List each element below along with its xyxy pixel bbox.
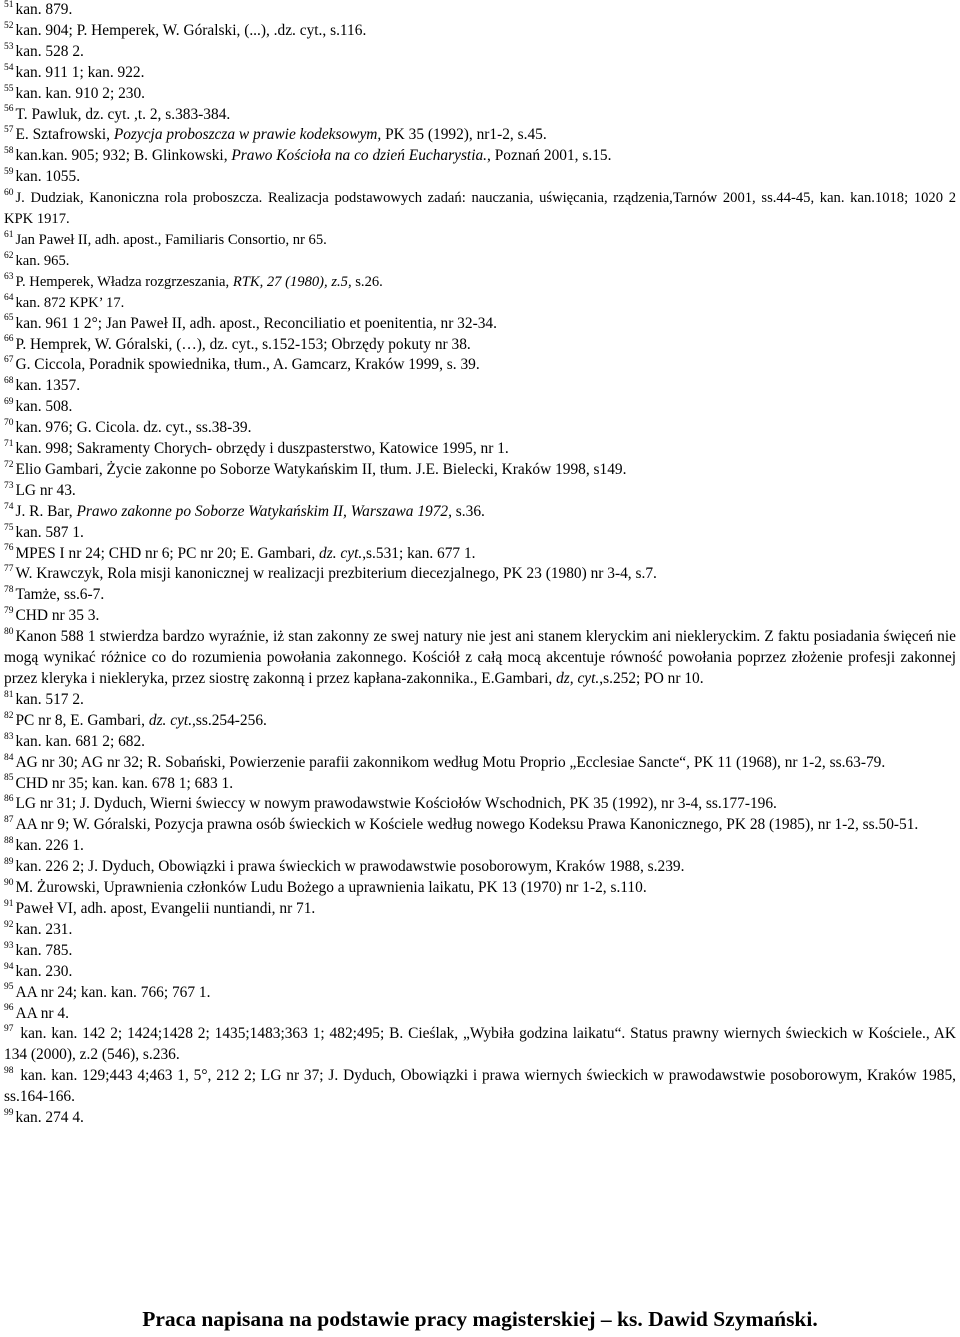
footnote-98	[4, 1066, 956, 1108]
footnote-text: AA nr 4.	[15, 1004, 69, 1022]
footnote-52	[4, 21, 956, 42]
footnote-number: 91	[4, 898, 14, 909]
footnote-text: E. Sztafrowski,	[15, 126, 114, 144]
footnote-text: J. Dudziak, Kanoniczna rola proboszcza. Realizacja podstawowych zadań: nauczania, uświęcania, rządzenia,Tarnów 2001, ss.44-45, kan. kan.1018; 1020 2 KPK 1917.	[4, 190, 956, 228]
footnote-number: 97	[4, 1024, 14, 1035]
footnote-61	[4, 230, 956, 251]
footnote-number: 60	[4, 188, 14, 199]
footnote-59	[4, 167, 956, 188]
footnote-number: 58	[4, 146, 14, 157]
footnote-56	[4, 105, 956, 126]
footnote-number: 78	[4, 585, 14, 596]
footnote-number: 72	[4, 459, 14, 470]
footnote-text: kan.kan. 905; 932; B. Glinkowski,	[15, 147, 232, 165]
footnote-58	[4, 146, 956, 167]
footnote-54	[4, 63, 956, 84]
footnote-92	[4, 920, 956, 941]
footnote-text: ,s.531; kan. 677 1.	[362, 544, 476, 562]
footnote-number: 69	[4, 397, 14, 408]
footnote-number: 89	[4, 857, 14, 868]
footnote-number: 84	[4, 752, 14, 763]
footnote-94	[4, 962, 956, 983]
footnote-99	[4, 1108, 956, 1129]
footnote-text: kan. 998; Sakramenty Chorych- obrzędy i duszpasterstwo, Katowice 1995, nr 1.	[15, 440, 509, 458]
footnote-87	[4, 815, 956, 836]
footnote-text: M. Żurowski, Uprawnienia członków Ludu Bożego a uprawnienia laikatu, PK 13 (1970) nr 1-2, s.110.	[15, 879, 647, 897]
footnote-number: 85	[4, 773, 14, 784]
footnote-57	[4, 125, 956, 146]
footnote-text: kan. 226 1.	[15, 837, 84, 855]
footnote-number: 96	[4, 1003, 14, 1014]
footnote-number: 74	[4, 501, 14, 512]
footnote-number: 86	[4, 794, 14, 805]
footnote-text: kan. kan. 681 2; 682.	[15, 732, 146, 750]
footnote-number: 59	[4, 167, 14, 178]
footnote-76	[4, 544, 956, 565]
footnote-text: kan. 230.	[15, 962, 73, 980]
footnote-68	[4, 376, 956, 397]
footnote-number: 77	[4, 564, 14, 575]
footnote-70	[4, 418, 956, 439]
footnote-55	[4, 84, 956, 105]
footnote-number: 87	[4, 815, 14, 826]
footnote-text: LG nr 31; J. Dyduch, Wierni świeccy w nowym prawodawstwie Kościołów Wschodnich, PK 35 (1992), nr 3-4, ss.177-196.	[15, 795, 777, 813]
footnote-number: 53	[4, 41, 14, 52]
footnote-text: AA nr 24; kan. kan. 766; 767 1.	[15, 983, 211, 1001]
footnote-number: 81	[4, 689, 14, 700]
footnote-text: T. Pawluk, dz. cyt. ,t. 2, s.383-384.	[15, 105, 231, 123]
footnote-90	[4, 878, 956, 899]
footnote-number: 75	[4, 522, 14, 533]
footnote-86	[4, 794, 956, 815]
footnote-text: kan. 879.	[15, 1, 73, 18]
footnote-number: 63	[4, 271, 14, 282]
footnote-73	[4, 481, 956, 502]
footnote-85	[4, 774, 956, 795]
footnote-number: 57	[4, 125, 14, 136]
footnote-text: W. Krawczyk, Rola misji kanonicznej w realizacji prezbiterium diecezjalnego, PK 23 (1980) nr 3-4, s.7.	[15, 565, 657, 583]
footnote-text: Tamże, ss.6-7.	[15, 586, 105, 604]
footnote-text: kan. 911 1; kan. 922.	[15, 63, 145, 81]
footnote-text: kan. 872 KPK’ 17.	[15, 294, 125, 311]
footnote-text: LG nr 43.	[15, 481, 76, 499]
footnote-number: 54	[4, 62, 14, 73]
footnote-text: kan. 1357.	[15, 377, 81, 395]
footnote-89	[4, 857, 956, 878]
footnote-text: CHD nr 35 3.	[15, 607, 100, 625]
footnote-text: kan. 274 4.	[15, 1109, 84, 1127]
footnote-number: 76	[4, 543, 14, 554]
footnote-text: kan. 976; G. Cicola. dz. cyt., ss.38-39.	[15, 419, 252, 437]
footnote-83	[4, 732, 956, 753]
footnote-74	[4, 502, 956, 523]
footnote-italic-text: dz. cyt.	[148, 711, 193, 729]
footnote-88	[4, 836, 956, 857]
footnote-text: kan. 528 2.	[15, 42, 84, 60]
footnote-97	[4, 1024, 956, 1066]
footnote-75	[4, 523, 956, 544]
footnote-number: 64	[4, 292, 14, 303]
page-footer: Praca napisana na podstawie pracy magisterskiej – ks. Dawid Szymański.	[142, 1307, 818, 1331]
footnote-81	[4, 690, 956, 711]
footnote-93	[4, 941, 956, 962]
footnote-text: Jan Paweł II, adh. apost., Familiaris Consortio, nr 65.	[15, 231, 327, 248]
footnote-text: ,ss.254-256.	[192, 711, 267, 729]
footnote-text: kan. 904; P. Hemperek, W. Góralski, (...), .dz. cyt., s.116.	[15, 21, 367, 39]
footnote-64	[4, 293, 956, 314]
footnote-text: kan. 226 2; J. Dyduch, Obowiązki i prawa świeckich w prawodawstwie posoborowym, Kraków 1988, s.239.	[15, 858, 685, 876]
footnote-51	[4, 0, 956, 21]
footnote-text: kan. kan. 129;443 4;463 1, 5°, 212 2; LG nr 37; J. Dyduch, Obowiązki i prawa wiernych świeckich w prawodawstwie posoborowym, Kraków 1985, ss.164-166.	[4, 1067, 956, 1106]
footnote-text: s.26.	[351, 273, 383, 290]
footnote-65	[4, 314, 956, 335]
footnote-text: kan. kan. 142 2; 1424;1428 2; 1435;1483;363 1; 482;495; B. Cieślak, „Wybiła godzina laikatu“. Status prawny wiernych świeckich w Kościele., AK 134 (2000), z.2 (546), s.236.	[4, 1025, 956, 1064]
footnote-text: PC nr 8, E. Gambari,	[15, 711, 149, 729]
footnote-text: Elio Gambari, Życie zakonne po Soborze Watykańskim II, tłum. J.E. Bielecki, Kraków 1998, s149.	[15, 460, 627, 478]
footnote-number: 61	[4, 230, 14, 241]
footnote-text: AA nr 9; W. Góralski, Pozycja prawna osób świeckich w Kościele według nowego Kodeksu Prawa Kanonicznego, PK 28 (1985), nr 1-2, ss.50-51.	[15, 816, 919, 834]
footnote-number: 56	[4, 104, 14, 115]
footnote-italic-text: Pozycja proboszcza w prawie kodeksowym,	[113, 126, 382, 144]
footnote-text: kan. 961 1 2°; Jan Paweł II, adh. apost., Reconciliatio et poenitentia, nr 32-34.	[15, 314, 497, 332]
footnote-66	[4, 335, 956, 356]
footnote-number: 51	[4, 0, 14, 10]
footnote-text: PK 35 (1992), nr1-2, s.45.	[381, 126, 547, 144]
footnote-80	[4, 627, 956, 690]
footnote-text: J. R. Bar,	[15, 502, 77, 520]
footnote-number: 88	[4, 836, 14, 847]
footnote-text: kan. 785.	[15, 941, 73, 959]
footnote-71	[4, 439, 956, 460]
footnote-text: Paweł VI, adh. apost, Evangelii nuntiandi, nr 71.	[15, 899, 316, 917]
footnote-text: G. Ciccola, Poradnik spowiednika, tłum., A. Gamcarz, Kraków 1999, s. 39.	[15, 356, 480, 374]
footnote-number: 90	[4, 877, 14, 888]
footnote-number: 70	[4, 418, 14, 428]
footnote-italic-text: dz, cyt.	[556, 670, 600, 687]
footnote-number: 98	[4, 1066, 14, 1077]
footnote-text: ,s.252; PO nr 10.	[599, 670, 704, 687]
footnote-63	[4, 272, 956, 293]
footnote-number: 73	[4, 480, 14, 491]
footnote-84	[4, 753, 956, 774]
footnote-number: 83	[4, 731, 14, 742]
footnote-text: CHD nr 35; kan. kan. 678 1; 683 1.	[15, 774, 234, 792]
footnote-69	[4, 397, 956, 418]
footnote-number: 55	[4, 83, 14, 94]
footnote-italic-text: Prawo zakonne po Soborze Watykańskim II, Warszawa 1972,	[76, 502, 452, 520]
footnote-number: 79	[4, 606, 14, 617]
footnote-text: kan. 1055.	[15, 168, 81, 186]
footnote-text: kan. 508.	[15, 398, 73, 416]
footnote-text: s.36.	[451, 502, 485, 520]
footnote-77	[4, 564, 956, 585]
footnote-number: 94	[4, 961, 14, 972]
footnote-82	[4, 711, 956, 732]
footnote-italic-text: Prawo Kościoła na co dzień Eucharystia.	[231, 147, 488, 165]
footnote-78	[4, 585, 956, 606]
footnote-number: 95	[4, 982, 14, 993]
footnote-number: 62	[4, 251, 14, 262]
footnote-text: kan. 231.	[15, 920, 73, 938]
footnote-number: 65	[4, 313, 14, 324]
footnote-53	[4, 42, 956, 63]
footnote-95	[4, 983, 956, 1004]
footnote-number: 52	[4, 20, 14, 31]
footnote-text: AG nr 30; AG nr 32; R. Sobański, Powierzenie parafii zakonnikom według Motu Proprio „Ecclesiae Sancte“, PK 11 (1968), nr 1-2, ss.63-79.	[15, 753, 886, 771]
footnote-62	[4, 251, 956, 272]
footnote-text: kan. 517 2.	[15, 690, 84, 708]
footnote-number: 67	[4, 355, 14, 366]
footnote-text: MPES I nr 24; CHD nr 6; PC nr 20; E. Gambari,	[15, 544, 320, 562]
footnote-60	[4, 188, 956, 230]
footnote-91	[4, 899, 956, 920]
footnote-96	[4, 1004, 956, 1025]
footnote-text: kan. 965.	[15, 252, 70, 269]
footnote-number: 80	[4, 627, 14, 638]
footnote-text: Kanon 588 1 stwierdza bardzo wyraźnie, iż stan zakonny ze swej natury nie jest ani stanem kleryckim ani niekleryckim. Z faktu posiadania święceń nie mogą wynikać różnice co do rozumienia powołania zakonnego. Kościół z całą mocą akcentuje równość powołania poprzez złożenie profesji zakonnej przez kleryka i niekleryka, przez siostrę zakonną i przez kapłana-zakonnika., E.Gambari,	[4, 628, 956, 687]
footnote-number: 82	[4, 710, 14, 721]
footnotes-list	[4, 0, 956, 1129]
footnote-text: P. Hemperek, Władza rozgrzeszania,	[15, 273, 233, 290]
footnote-text: P. Hemprek, W. Góralski, (…), dz. cyt., s.152-153; Obrzędy pokuty nr 38.	[15, 335, 471, 353]
footnote-number: 92	[4, 919, 14, 930]
footnote-67	[4, 355, 956, 376]
footnote-number: 71	[4, 438, 14, 449]
footnote-number: 66	[4, 334, 14, 345]
footnote-text: kan. kan. 910 2; 230.	[15, 84, 146, 102]
footnote-72	[4, 460, 956, 481]
footnote-number: 93	[4, 940, 14, 951]
footnote-79	[4, 606, 956, 627]
footnote-italic-text: dz. cyt.	[319, 544, 363, 562]
footnote-text: kan. 587 1.	[15, 523, 84, 541]
footnote-number: 68	[4, 376, 14, 387]
footnote-italic-text: RTK, 27 (1980), z.5,	[232, 273, 352, 290]
footnote-number: 99	[4, 1107, 14, 1118]
footnote-text: , Poznań 2001, s.15.	[487, 147, 612, 165]
